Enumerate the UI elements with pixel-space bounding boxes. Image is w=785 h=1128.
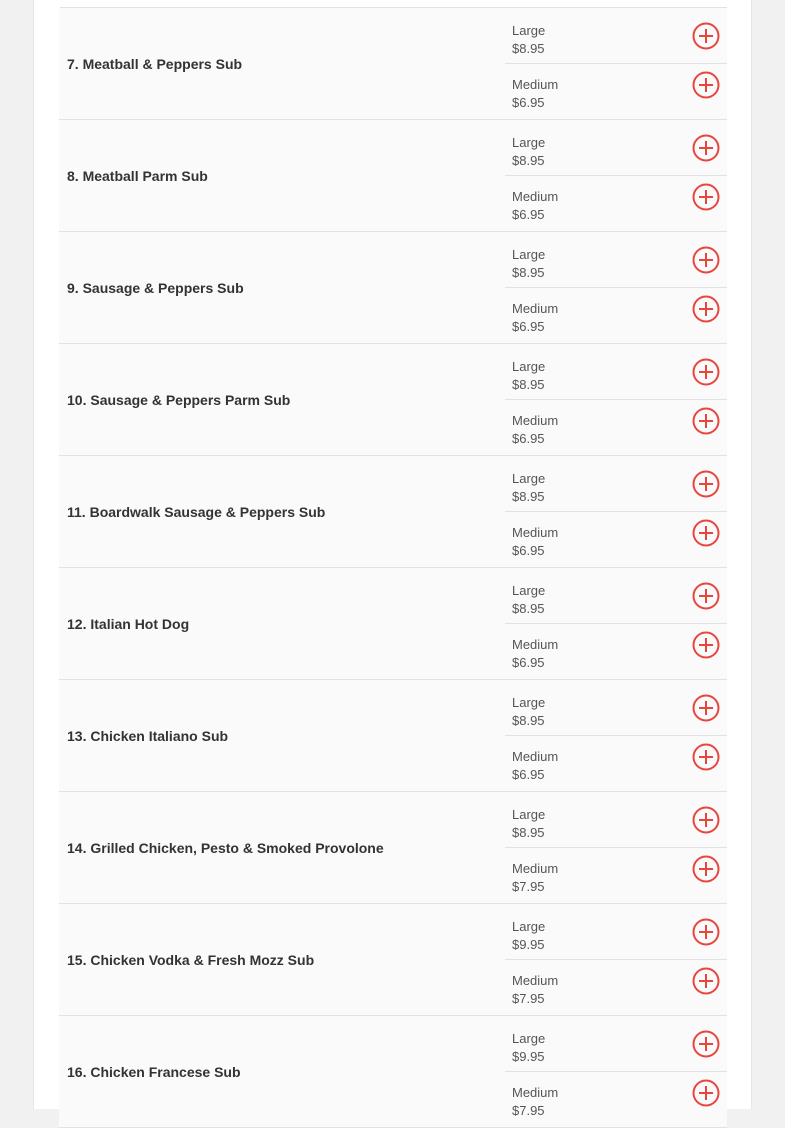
price-label: $8.95 <box>512 153 545 168</box>
add-to-cart-button[interactable] <box>692 1030 720 1058</box>
size-options <box>505 344 727 455</box>
size-options <box>505 904 727 1015</box>
plus-circle-icon <box>692 582 720 610</box>
price-label: $7.95 <box>512 1103 545 1118</box>
size-option-large <box>505 568 727 624</box>
size-label: Medium <box>512 77 559 92</box>
menu-item-row <box>59 232 727 344</box>
price-label: $7.95 <box>512 991 545 1006</box>
size-option-medium <box>505 400 727 456</box>
add-to-cart-button[interactable] <box>692 22 720 50</box>
size-options <box>505 792 727 903</box>
plus-circle-icon <box>692 1079 720 1107</box>
size-options <box>505 8 727 119</box>
price-label: $6.95 <box>512 95 545 110</box>
plus-circle-icon <box>692 918 720 946</box>
price-label: $8.95 <box>512 489 545 504</box>
size-label: Medium <box>512 861 559 876</box>
plus-circle-icon <box>692 806 720 834</box>
size-option-medium <box>505 1072 727 1128</box>
plus-circle-icon <box>692 134 720 162</box>
menu-item-name[interactable]: 7. Meatball & Peppers Sub <box>67 55 243 72</box>
menu-item-name[interactable]: 12. Italian Hot Dog <box>67 615 190 632</box>
price-label: $6.95 <box>512 767 545 782</box>
menu-item-name[interactable]: 15. Chicken Vodka & Fresh Mozz Sub <box>67 951 315 968</box>
add-to-cart-button[interactable] <box>692 1079 720 1107</box>
size-option-large <box>505 120 727 176</box>
size-label: Medium <box>512 301 559 316</box>
menu-card <box>33 0 752 1118</box>
price-label: $7.95 <box>512 879 545 894</box>
size-options <box>505 232 727 343</box>
plus-circle-icon <box>692 246 720 274</box>
plus-circle-icon <box>692 1030 720 1058</box>
menu-item-name[interactable]: 11. Boardwalk Sausage & Peppers Sub <box>67 503 326 520</box>
add-to-cart-button[interactable] <box>692 134 720 162</box>
size-label: Large <box>512 135 546 150</box>
add-to-cart-button[interactable] <box>692 806 720 834</box>
price-label: $9.95 <box>512 937 545 952</box>
price-label: $6.95 <box>512 655 545 670</box>
add-to-cart-button[interactable] <box>692 855 720 883</box>
plus-circle-icon <box>692 183 720 211</box>
size-label: Medium <box>512 637 559 652</box>
size-label: Large <box>512 919 546 934</box>
size-option-medium <box>505 288 727 344</box>
menu-item-row <box>59 456 727 568</box>
price-label: $8.95 <box>512 601 545 616</box>
menu-item-row <box>59 904 727 1016</box>
add-to-cart-button[interactable] <box>692 470 720 498</box>
add-to-cart-button[interactable] <box>692 918 720 946</box>
add-to-cart-button[interactable] <box>692 631 720 659</box>
add-to-cart-button[interactable] <box>692 743 720 771</box>
menu-item-row <box>59 120 727 232</box>
add-to-cart-button[interactable] <box>692 71 720 99</box>
menu-item-list <box>59 8 727 1128</box>
price-label: $8.95 <box>512 713 545 728</box>
menu-item-name[interactable]: 10. Sausage & Peppers Parm Sub <box>67 391 291 408</box>
plus-circle-icon <box>692 22 720 50</box>
plus-circle-icon <box>692 519 720 547</box>
add-to-cart-button[interactable] <box>692 967 720 995</box>
menu-item-row <box>59 680 727 792</box>
size-option-large <box>505 1016 727 1072</box>
size-option-medium <box>505 176 727 232</box>
size-label: Large <box>512 471 546 486</box>
price-label: $8.95 <box>512 825 545 840</box>
size-options <box>505 120 727 231</box>
size-options <box>505 456 727 567</box>
size-label: Medium <box>512 1085 559 1100</box>
size-label: Medium <box>512 413 559 428</box>
price-label: $6.95 <box>512 431 545 446</box>
size-options <box>505 1016 727 1127</box>
menu-item-name[interactable]: 14. Grilled Chicken, Pesto & Smoked Provolone <box>67 839 384 856</box>
plus-circle-icon <box>692 631 720 659</box>
menu-item-row <box>59 792 727 904</box>
menu-item-name[interactable]: 9. Sausage & Peppers Sub <box>67 279 244 296</box>
plus-circle-icon <box>692 470 720 498</box>
size-label: Large <box>512 359 546 374</box>
plus-circle-icon <box>692 71 720 99</box>
size-option-large <box>505 8 727 64</box>
menu-item-row <box>59 8 727 120</box>
size-label: Medium <box>512 525 559 540</box>
size-option-medium <box>505 848 727 904</box>
add-to-cart-button[interactable] <box>692 407 720 435</box>
plus-circle-icon <box>692 407 720 435</box>
menu-item-name[interactable]: 13. Chicken Italiano Sub <box>67 727 229 744</box>
price-label: $9.95 <box>512 1049 545 1064</box>
size-label: Large <box>512 583 546 598</box>
size-options <box>505 680 727 791</box>
add-to-cart-button[interactable] <box>692 582 720 610</box>
size-option-large <box>505 232 727 288</box>
size-option-medium <box>505 512 727 568</box>
size-option-medium <box>505 64 727 120</box>
menu-item-row <box>59 344 727 456</box>
price-label: $8.95 <box>512 265 545 280</box>
add-to-cart-button[interactable] <box>692 295 720 323</box>
menu-item-row <box>59 568 727 680</box>
menu-item-name[interactable]: 8. Meatball Parm Sub <box>67 167 208 184</box>
size-options <box>505 568 727 679</box>
price-label: $6.95 <box>512 543 545 558</box>
size-option-large <box>505 344 727 400</box>
plus-circle-icon <box>692 967 720 995</box>
size-label: Large <box>512 23 546 38</box>
size-option-large <box>505 456 727 512</box>
add-to-cart-button[interactable] <box>692 246 720 274</box>
add-to-cart-button[interactable] <box>692 183 720 211</box>
add-to-cart-button[interactable] <box>692 358 720 386</box>
price-label: $8.95 <box>512 41 545 56</box>
size-label: Large <box>512 247 546 262</box>
size-label: Medium <box>512 749 559 764</box>
size-label: Large <box>512 807 546 822</box>
price-label: $6.95 <box>512 207 545 222</box>
size-option-medium <box>505 624 727 680</box>
add-to-cart-button[interactable] <box>692 694 720 722</box>
plus-circle-icon <box>692 694 720 722</box>
price-label: $6.95 <box>512 319 545 334</box>
plus-circle-icon <box>692 358 720 386</box>
size-label: Large <box>512 1031 546 1046</box>
menu-item-name[interactable]: 16. Chicken Francese Sub <box>67 1063 241 1080</box>
plus-circle-icon <box>692 855 720 883</box>
plus-circle-icon <box>692 295 720 323</box>
size-option-medium <box>505 960 727 1016</box>
price-label: $8.95 <box>512 377 545 392</box>
add-to-cart-button[interactable] <box>692 519 720 547</box>
size-label: Medium <box>512 189 559 204</box>
size-option-large <box>505 904 727 960</box>
size-option-medium <box>505 736 727 792</box>
menu-item-row <box>59 1016 727 1128</box>
size-option-large <box>505 792 727 848</box>
size-label: Large <box>512 695 546 710</box>
plus-circle-icon <box>692 743 720 771</box>
size-label: Medium <box>512 973 559 988</box>
size-option-large <box>505 680 727 736</box>
